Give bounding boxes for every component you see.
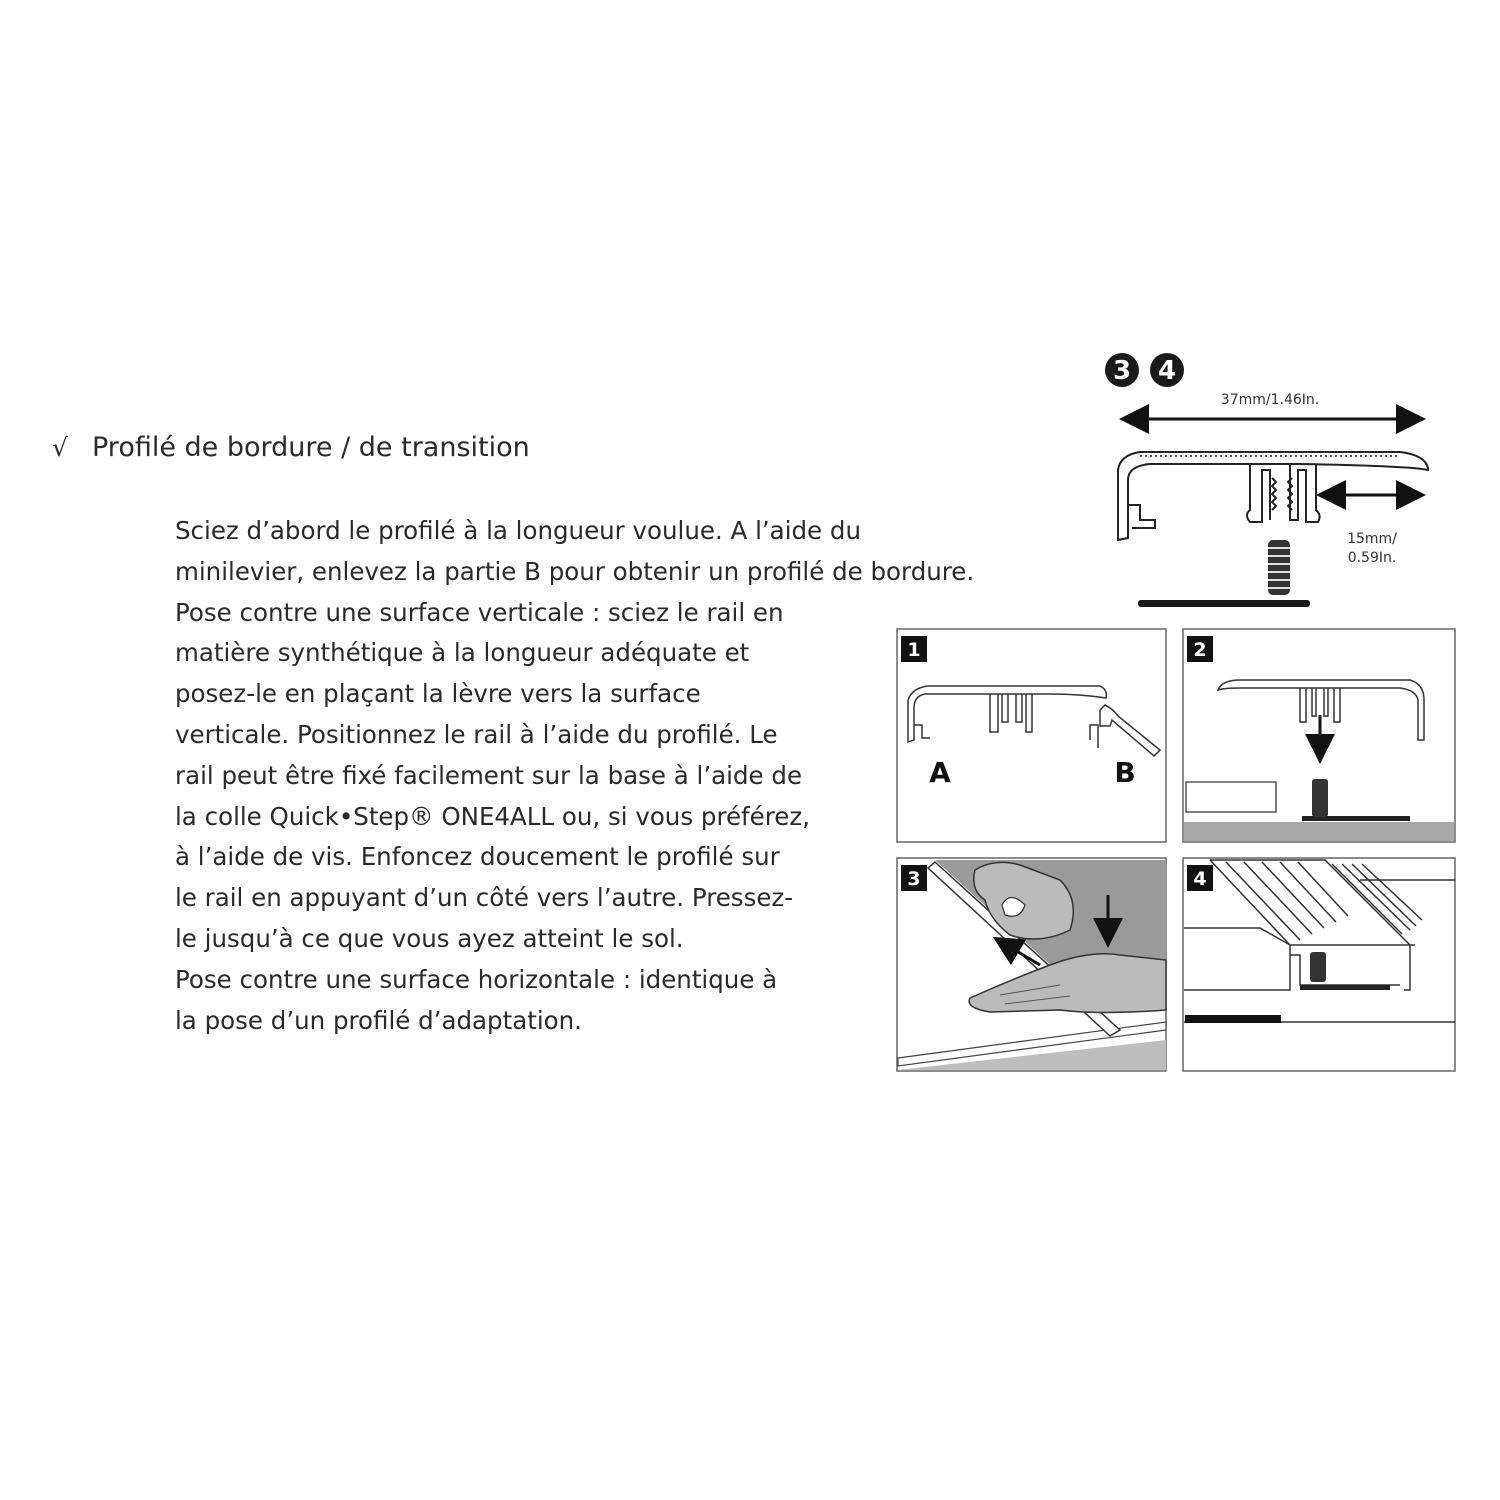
instruction-line: le rail en appuyant d’un côté vers l’autre. Pressez-: [175, 883, 794, 913]
part-b-label: B: [1114, 756, 1136, 789]
svg-text:4: 4: [1193, 868, 1207, 890]
instruction-line: la colle Quick•Step® ONE4ALL ou, si vous préférez,: [175, 801, 811, 831]
instruction-line: posez-le en plaçant la lèvre vers la surface: [175, 679, 701, 709]
instruction-line: rail peut être fixé facilement sur la base à l’aide de: [175, 760, 803, 790]
svg-text:2: 2: [1193, 639, 1207, 661]
check-icon: √: [52, 433, 68, 462]
instruction-line: le jusqu’à ce que vous ayez atteint le sol.: [175, 923, 684, 953]
part-a-label: A: [929, 756, 951, 789]
instruction-line: Pose contre une surface verticale : sciez le rail en: [175, 597, 784, 627]
side-dimension-label-1: 15mm/: [1347, 531, 1397, 547]
panel-1: [897, 629, 1166, 842]
svg-text:3: 3: [907, 868, 921, 890]
profile-diagram: [1105, 353, 1428, 607]
step-badge-3: [1105, 353, 1139, 387]
instruction-line: à l’aide de vis. Enfoncez doucement le profilé sur: [175, 842, 780, 872]
instruction-line: matière synthétique à la longueur adéquate et: [175, 638, 750, 668]
instruction-line: minilevier, enlevez la partie B pour obtenir un profilé de bordure.: [175, 556, 975, 586]
svg-text:4: 4: [1157, 356, 1177, 386]
side-dimension-label-2: 0.59In.: [1347, 550, 1397, 566]
panel-4: [1183, 858, 1455, 1071]
panel-3: [897, 858, 1166, 1071]
width-dimension-label: 37mm/1.46In.: [1220, 392, 1320, 408]
instruction-line: Pose contre une surface horizontale : identique à: [175, 964, 778, 994]
section-title: Profilé de bordure / de transition: [92, 432, 530, 463]
instruction-line: la pose d’un profilé d’adaptation.: [175, 1005, 582, 1035]
instruction-line: verticale. Positionnez le rail à l’aide du profilé. Le: [175, 719, 778, 749]
rail: [1138, 540, 1310, 607]
svg-text:3: 3: [1112, 356, 1132, 386]
step-badge-4: [1150, 353, 1184, 387]
instruction-line: Sciez d’abord le profilé à la longueur voulue. A l’aide du: [175, 516, 861, 545]
svg-text:1: 1: [907, 639, 921, 661]
panel-2: [1183, 629, 1455, 842]
